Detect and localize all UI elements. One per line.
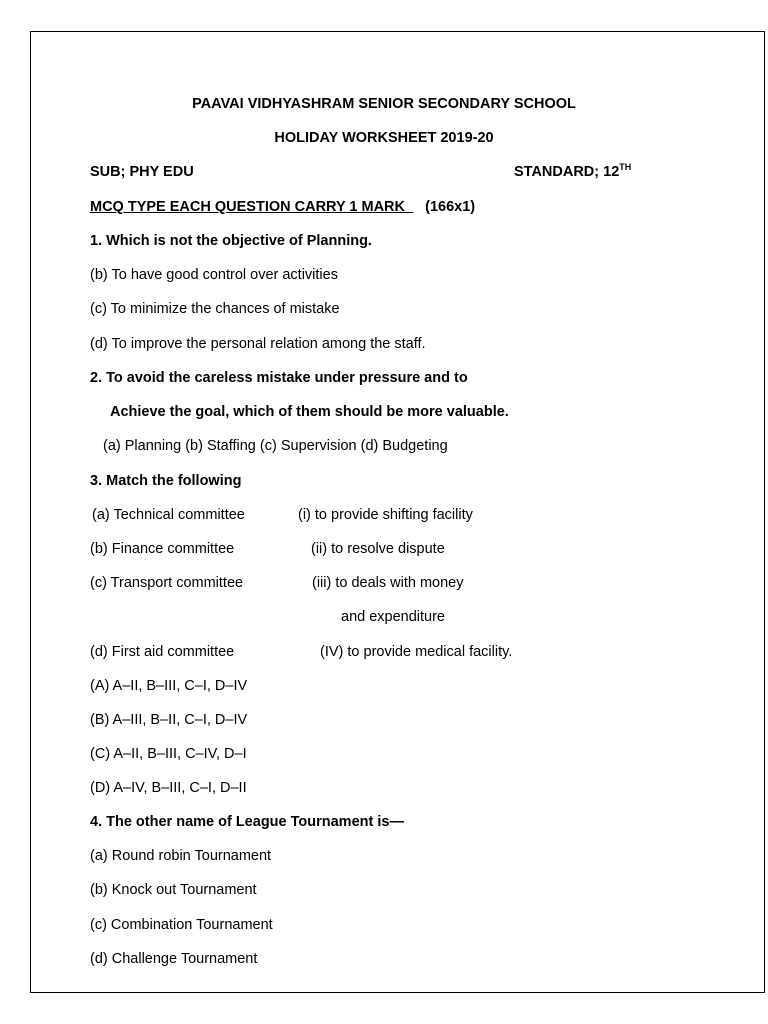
q3-right-iii: (iii) to deals with money bbox=[312, 575, 464, 591]
q4-option-c: (c) Combination Tournament bbox=[90, 917, 273, 933]
q3-right-iii-cont: and expenditure bbox=[341, 609, 445, 625]
subject-label: SUB; PHY EDU bbox=[90, 164, 194, 180]
question-4: 4. The other name of League Tournament is— bbox=[90, 814, 404, 830]
standard-label bbox=[514, 163, 631, 181]
q2-options: (a) Planning (b) Staffing (c) Supervision (d) Budgeting bbox=[103, 438, 448, 454]
q3-left-d: (d) First aid committee bbox=[90, 644, 235, 660]
q3-left-c: (c) Transport committee bbox=[90, 575, 244, 591]
question-3: 3. Match the following bbox=[90, 473, 242, 489]
q4-option-b: (b) Knock out Tournament bbox=[90, 882, 257, 898]
q3-answer-b: (B) A–III, B–II, C–I, D–IV bbox=[90, 712, 248, 728]
mcq-heading: MCQ TYPE EACH QUESTION CARRY 1 MARK bbox=[90, 199, 405, 215]
q1-option-b: (b) To have good control over activities bbox=[90, 267, 338, 283]
q3-right-i: (i) to provide shifting facility bbox=[298, 507, 473, 523]
q3-left-b: (b) Finance committee bbox=[90, 541, 235, 557]
mcq-heading-row bbox=[90, 198, 475, 216]
q3-answer-a: (A) A–II, B–III, C–I, D–IV bbox=[90, 678, 248, 694]
worksheet-title: HOLIDAY WORKSHEET 2019-20 bbox=[274, 130, 494, 146]
standard-superscript: TH bbox=[619, 162, 632, 173]
q4-option-a: (a) Round robin Tournament bbox=[90, 848, 272, 864]
q3-answer-c: (C) A–II, B–III, C–IV, D–I bbox=[90, 746, 247, 762]
q3-left-a: (a) Technical committee bbox=[92, 507, 245, 523]
q3-right-ii: (ii) to resolve dispute bbox=[311, 541, 445, 557]
question-2-line-1: 2. To avoid the careless mistake under pressure and to bbox=[90, 370, 468, 386]
q3-answer-d: (D) A–IV, B–III, C–I, D–II bbox=[90, 780, 247, 796]
standard-text: STANDARD; 12 bbox=[514, 164, 620, 180]
q4-option-d: (d) Challenge Tournament bbox=[90, 951, 258, 967]
mcq-heading-underline-gap bbox=[405, 199, 413, 215]
mcq-marks: (166x1) bbox=[425, 199, 476, 215]
q1-option-d: (d) To improve the personal relation among the staff. bbox=[90, 336, 426, 352]
question-2-line-2: Achieve the goal, which of them should be more valuable. bbox=[110, 404, 509, 420]
school-name: PAAVAI VIDHYASHRAM SENIOR SECONDARY SCHOOL bbox=[192, 96, 576, 112]
q3-right-iv: (IV) to provide medical facility. bbox=[320, 644, 513, 660]
q1-option-c: (c) To minimize the chances of mistake bbox=[90, 301, 340, 317]
question-1: 1. Which is not the objective of Planning. bbox=[90, 233, 372, 249]
